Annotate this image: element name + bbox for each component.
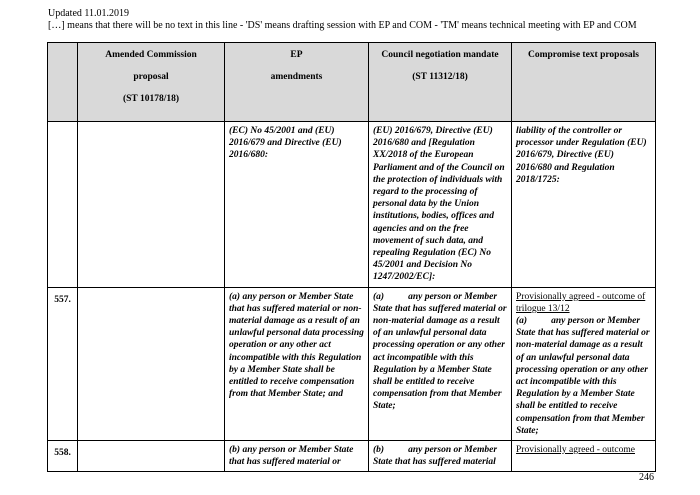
column-header-commission: Amended Commission proposal (ST 10178/18) (78, 43, 225, 122)
column-header-number (48, 43, 78, 122)
row-number (48, 122, 78, 288)
updated-date: Updated 11.01.2019 (48, 8, 130, 19)
table-header-row (48, 43, 656, 122)
commission-cell (78, 287, 225, 440)
council-cell (369, 441, 512, 472)
table-row (48, 122, 656, 288)
commission-cell (78, 122, 225, 288)
point-marker: (a) (373, 291, 385, 302)
document-header (48, 8, 688, 32)
table-row (48, 441, 656, 472)
ep-cell: (a) any person or Member State that has suffered material or non-material damage as a result of an unlawful personal data processing operation or any other act incompatible with this Regulation by a Member State shall be entitled to receive compensation from that Member State; and (225, 287, 369, 440)
agreement-status: Provisionally agreed - outcome of trilogue 13/12 (516, 291, 646, 314)
compromise-cell (512, 441, 656, 472)
table-row (48, 287, 656, 440)
four-column-table (47, 42, 656, 472)
row-number: 557. (48, 287, 78, 440)
council-text: any person or Member State that has suffered material or non-material damage as a result of an unlawful personal data processing operation or any other act incompatible with this Regulation by a Member State shall be entitled to receive compensation from that Member State; (373, 291, 507, 412)
page-number: 246 (639, 472, 654, 483)
commission-cell (78, 441, 225, 472)
compromise-text: any person or Member State that has suffered material or non-material damage as a result of an unlawful personal data processing operation or any other act incompatible with this Regulation by a Member State shall be entitled to receive compensation from that Member State; (516, 316, 650, 436)
council-cell: (EU) 2016/679, Directive (EU) 2016/680 and [Regulation XX/2018 of the European Parliament and of the Council on the protection of individuals with regard to the processing of personal data by the Union institutions, bodies, offices and agencies and on the free movement of such data, and repealing Regulation (EC) No 45/2001 and Decision No 1247/2002/EC]: (369, 122, 512, 288)
column-header-council: Council negotiation mandate (ST 11312/18) (369, 43, 512, 122)
ep-cell: (EC) No 45/2001 and (EU) 2016/679 and Directive (EU) 2016/680: (225, 122, 369, 288)
point-marker: (b) (373, 445, 385, 456)
compromise-cell (512, 287, 656, 440)
legend-text: […] means that there will be no text in this line - 'DS' means drafting session with EP and COM - 'TM' means technical meeting with EP and COM (48, 20, 637, 31)
agreement-status: Provisionally agreed - outcome (516, 445, 635, 456)
column-header-compromise: Compromise text proposals (512, 43, 656, 122)
council-text: any person or Member State that has suffered material (373, 445, 498, 468)
row-number: 558. (48, 441, 78, 472)
council-cell (369, 287, 512, 440)
point-marker: (a) (516, 316, 528, 327)
ep-cell: (b) any person or Member State that has suffered material or (225, 441, 369, 472)
column-header-ep: EP amendments (225, 43, 369, 122)
compromise-cell: liability of the controller or processor under Regulation (EU) 2016/679, Directive (EU) 2016/680 and Regulation 2018/1725: (512, 122, 656, 288)
